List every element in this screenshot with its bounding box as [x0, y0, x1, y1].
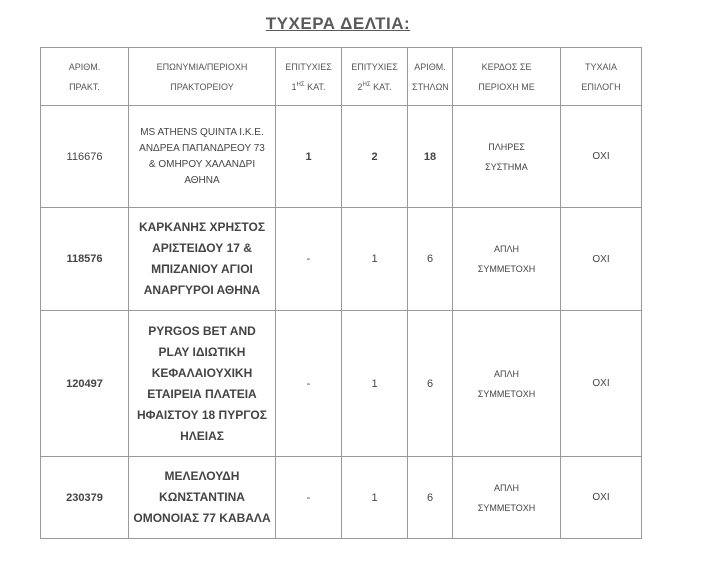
gain-line: ΑΠΛΗ — [493, 482, 519, 493]
agency-name-cell — [129, 457, 276, 539]
agency-line: & ΟΜΗΡΟΥ ΧΑΛΑΝΔΡΙ — [148, 158, 256, 170]
second-category-cell: 1 — [342, 311, 408, 457]
agency-line: ΑΝΑΡΓΥΡΟΙ ΑΘΗΝΑ — [143, 283, 261, 297]
winning-tickets-table — [40, 47, 642, 539]
gain-line: ΣΥΣΤΗΜΑ — [485, 161, 528, 172]
agency-name-cell — [129, 208, 276, 311]
random-pick-cell: ΟΧΙ — [561, 106, 642, 208]
agency-line: ΜΕΛΕΛΟΥΔΗ — [164, 469, 240, 483]
header-first-category — [276, 48, 342, 106]
agency-code-cell: 118576 — [41, 208, 129, 311]
header-line: ΕΠΙΤΥΧΙΕΣ — [285, 61, 332, 72]
agency-name-cell — [129, 106, 276, 208]
agency-line: ΚΩΝΣΤΑΝΤΙΝΑ — [159, 490, 245, 504]
second-category-cell: 2 — [342, 106, 408, 208]
gain-area-cell — [453, 311, 561, 457]
agency-code-cell: 230379 — [41, 457, 129, 539]
agency-line: MS ATHENS QUINTA I.K.E. — [140, 126, 264, 138]
agency-line: ΟΜΟΝΟΙΑΣ 77 ΚΑΒΑΛΑ — [133, 511, 271, 525]
gain-line: ΣΥΜΜΕΤΟΧΗ — [477, 264, 536, 274]
agency-line: ΗΛΕΙΑΣ — [180, 428, 224, 443]
header-line: ΚΕΡΔΟΣ ΣΕ — [481, 61, 532, 72]
agency-line: ΑΘΗΝΑ — [184, 174, 220, 186]
random-pick-cell: ΟΧΙ — [561, 208, 642, 311]
header-superscript: ΗΣ — [296, 81, 305, 88]
agency-line: PLAY ΙΔΙΩΤΙΚΗ — [158, 344, 246, 359]
page-title: ΤΥΧΕΡΑ ΔΕΛΤΙΑ: — [265, 14, 411, 33]
first-category-cell: 1 — [276, 106, 342, 208]
header-agency-number — [41, 48, 129, 106]
header-cat-number: 1 — [291, 81, 297, 92]
header-line: ΕΠΙΛΟΓΗ — [581, 81, 621, 92]
agency-line: PYRGOS BET AND — [148, 323, 256, 338]
first-category-cell: - — [276, 311, 342, 457]
header-line — [280, 77, 337, 97]
header-cat-label: ΚΑΤ. — [370, 81, 392, 92]
agency-line: ΕΤΑΙΡΕΙΑ ΠΛΑΤΕΙΑ — [147, 386, 257, 401]
columns-count-cell: 6 — [408, 311, 453, 457]
header-second-category — [342, 48, 408, 106]
second-category-cell: 1 — [342, 457, 408, 539]
header-line: ΠΡΑΚΤ. — [69, 81, 100, 92]
random-pick-cell: ΟΧΙ — [561, 311, 642, 457]
columns-count-cell: 18 — [408, 106, 453, 208]
first-category-cell: - — [276, 457, 342, 539]
header-random-pick — [561, 48, 642, 106]
random-pick-cell: ΟΧΙ — [561, 457, 642, 539]
first-category-cell: - — [276, 208, 342, 311]
header-row — [41, 48, 642, 106]
gain-area-cell — [453, 208, 561, 311]
header-line: ΤΥΧΑΙΑ — [584, 61, 617, 72]
header-gain-area — [453, 48, 561, 106]
gain-area-cell — [453, 106, 561, 208]
header-line: ΣΤΗΛΩΝ — [412, 81, 449, 92]
header-line: ΠΡΑΚΤΟΡΕΙΟΥ — [170, 81, 234, 92]
second-category-cell: 1 — [342, 208, 408, 311]
agency-name-cell — [129, 311, 276, 457]
agency-line: ΑΡΙΣΤΕΙΔΟΥ 17 & — [152, 241, 252, 255]
header-columns-count — [408, 48, 453, 106]
table-row — [41, 311, 642, 457]
table-row — [41, 106, 642, 208]
agency-line: ΑΝΔΡΕΑ ΠΑΠΑΝΔΡΕΟΥ 73 — [139, 142, 265, 154]
header-line: ΕΠΙΤΥΧΙΕΣ — [351, 61, 398, 72]
gain-line: ΣΥΜΜΕΤΟΧΗ — [477, 502, 536, 513]
gain-area-cell — [453, 457, 561, 539]
header-line: ΠΕΡΙΟΧΗ ΜΕ — [478, 81, 535, 92]
agency-line: ΗΦΑΙΣΤΟΥ 18 ΠΥΡΓΟΣ — [137, 407, 267, 422]
agency-line: ΚΑΡΚΑΝΗΣ ΧΡΗΣΤΟΣ — [138, 220, 266, 234]
header-cat-label: ΚΑΤ. — [304, 81, 326, 92]
header-superscript: ΗΣ — [362, 81, 371, 88]
gain-line: ΣΥΜΜΕΤΟΧΗ — [477, 388, 536, 399]
table-row — [41, 457, 642, 539]
gain-line: ΑΠΛΗ — [493, 244, 519, 254]
header-agency-name — [129, 48, 276, 106]
header-cat-number: 2 — [357, 81, 363, 92]
table-row — [41, 208, 642, 311]
agency-line: ΚΕΦΑΛΑΙΟΥΧΙΚΗ — [151, 365, 253, 380]
header-line: ΑΡΙΘΜ. — [68, 61, 101, 72]
columns-count-cell: 6 — [408, 457, 453, 539]
header-line — [346, 77, 403, 97]
agency-code-cell: 116676 — [41, 106, 129, 208]
header-line: ΑΡΙΘΜ. — [414, 61, 446, 72]
gain-line: ΠΛΗΡΕΣ — [488, 141, 525, 152]
gain-line: ΑΠΛΗ — [493, 368, 519, 379]
header-line: ΕΠΩΝΥΜΙΑ/ΠΕΡΙΟΧΗ — [156, 61, 248, 72]
columns-count-cell: 6 — [408, 208, 453, 311]
agency-line: ΜΠΙΖΑΝΙΟΥ ΑΓΙΟΙ — [151, 262, 253, 276]
agency-code-cell: 120497 — [41, 311, 129, 457]
